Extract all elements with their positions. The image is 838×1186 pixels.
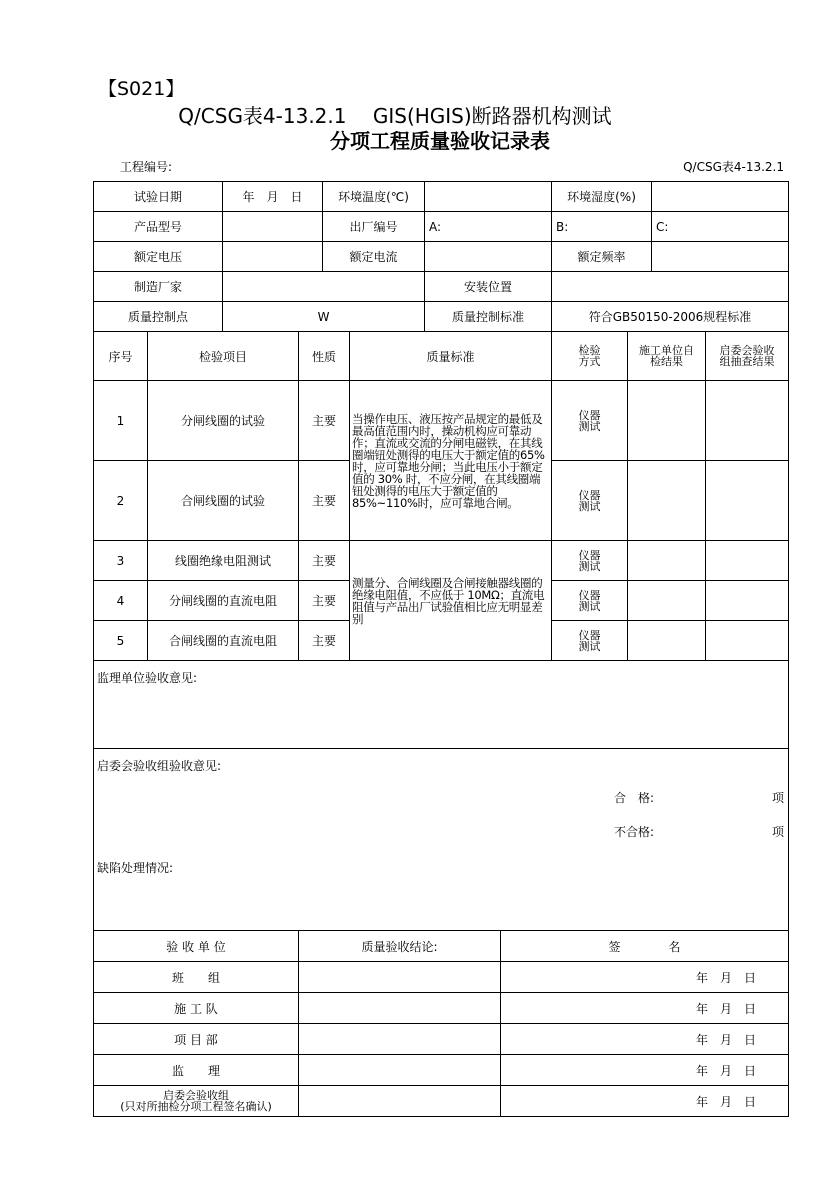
committee-result[interactable] [706,541,789,581]
location-field[interactable] [552,272,789,302]
header-no: 序号 [94,332,148,381]
sign-date[interactable]: 年 月 日 [501,1086,789,1117]
row-item: 线圈绝缘电阻测试 [148,541,299,581]
sign-table [93,930,789,1117]
label: 额定电压 [94,242,223,272]
standard-text-a: 当操作电压、液压按产品规定的最低及最高值范围内时，操动机构应可靠动作；直流或交流的分闸电磁铁，在其线圈端钮处测得的电压大于额定值的65%时，应可靠地分闸；当此电压小于额定值的 30% 时，不应分闸，在其线圈端钮处测得的电压大于额定值的85%~110%时，应可靠地合闸。 [350,381,552,541]
conclusion-field[interactable] [299,1024,501,1055]
row-method: 仪器测试 [552,541,628,581]
row-method: 仪器测试 [552,621,628,661]
rated-voltage-field[interactable] [223,242,323,272]
env-humidity-field[interactable] [652,182,789,212]
committee-result[interactable] [706,581,789,621]
label: 产品型号 [94,212,223,242]
row-nature: 主要 [299,381,350,461]
row-item: 分闸线圈的直流电阻 [148,581,299,621]
sign-unit-line1: 启委会验收组 [163,1089,229,1102]
committee-opinion-label: 启委会验收组验收意见: [97,759,222,773]
label: 环境湿度(%) [552,182,652,212]
header-method: 检验方式 [552,332,628,381]
conclusion-field[interactable] [299,1055,501,1086]
sign-unit-line2: (只对所抽检分项工程签名确认) [120,1100,272,1113]
sign-header-conclusion: 质量验收结论: [299,931,501,962]
header-nature: 性质 [299,332,350,381]
supervision-opinion[interactable] [94,661,789,749]
sign-header-unit: 验 收 单 位 [94,931,299,962]
self-result[interactable] [628,461,706,541]
header-self: 施工单位自检结果 [628,332,706,381]
rated-current-field[interactable] [425,242,552,272]
maker-field[interactable] [223,272,425,302]
sign-date[interactable]: 年 月 日 [501,993,789,1024]
row-no: 5 [94,621,148,661]
row-no: 1 [94,381,148,461]
title-line-1: Q/CSG表4-13.2.1 GIS(HGIS)断路器机构测试 [178,104,612,128]
label: 质量控制点 [94,302,223,332]
committee-opinion[interactable] [94,749,789,931]
conclusion-field[interactable] [299,993,501,1024]
self-result[interactable] [628,621,706,661]
standard-text-b: 测量分、合闸线圈及合闸接触器线圈的绝缘电阻值，不应低于 10MΩ；直流电阻值与产品出厂试验值相比应无明显差别 [350,541,552,661]
row-no: 2 [94,461,148,541]
sign-unit: 班 组 [94,962,299,993]
row-nature: 主要 [299,581,350,621]
label: 制造厂家 [94,272,223,302]
conclusion-field[interactable] [299,1086,501,1117]
header-item: 检验项目 [148,332,299,381]
table-row [94,381,789,461]
rated-freq-field[interactable] [652,242,789,272]
row-no: 4 [94,581,148,621]
label: 试验日期 [94,182,223,212]
label: 环境温度(℃) [323,182,425,212]
sign-date[interactable]: 年 月 日 [501,1055,789,1086]
pass-unit: 项 [771,791,784,805]
header-standard: 质量标准 [350,332,552,381]
info-table [93,181,789,332]
row-method: 仪器测试 [552,381,628,461]
qc-point-value: W [223,302,425,332]
fail-label: 不合格: [614,825,655,839]
self-result[interactable] [628,381,706,461]
row-item: 合闸线圈的试验 [148,461,299,541]
row-item: 分闸线圈的试验 [148,381,299,461]
form-no: Q/CSG表4-13.2.1 [683,160,784,174]
row-item: 合闸线圈的直流电阻 [148,621,299,661]
supervision-opinion-label: 监理单位验收意见: [97,671,198,685]
committee-result[interactable] [706,621,789,661]
sign-date[interactable]: 年 月 日 [501,1024,789,1055]
conclusion-field[interactable] [299,962,501,993]
title-line-2: 分项工程质量验收记录表 [330,129,550,153]
sign-header-signature: 签 名 [501,931,789,962]
label: 质量控制标准 [425,302,552,332]
serial-b[interactable]: B: [552,212,652,242]
row-method: 仪器测试 [552,581,628,621]
test-date-field[interactable]: 年 月 日 [223,182,323,212]
row-nature: 主要 [299,541,350,581]
self-result[interactable] [628,581,706,621]
qc-std-value: 符合GB50150-2006规程标准 [552,302,789,332]
sign-unit [94,1086,299,1117]
row-nature: 主要 [299,621,350,661]
pass-label: 合 格: [614,791,655,805]
label: 出厂编号 [323,212,425,242]
sign-unit: 项 目 部 [94,1024,299,1055]
serial-c[interactable]: C: [652,212,789,242]
label: 额定频率 [552,242,652,272]
table-row [94,541,789,581]
committee-result[interactable] [706,461,789,541]
form-code: 【S021】 [98,78,185,100]
sign-date[interactable]: 年 月 日 [501,962,789,993]
sign-unit: 监 理 [94,1055,299,1086]
self-result[interactable] [628,541,706,581]
row-nature: 主要 [299,461,350,541]
fail-unit: 项 [771,825,784,839]
committee-result[interactable] [706,381,789,461]
serial-a[interactable]: A: [425,212,552,242]
model-field[interactable] [223,212,323,242]
inspection-table [93,331,789,931]
sign-unit: 施 工 队 [94,993,299,1024]
row-method: 仪器测试 [552,461,628,541]
env-temp-field[interactable] [425,182,552,212]
defect-label: 缺陷处理情况: [97,861,174,875]
label: 安装位置 [425,272,552,302]
row-no: 3 [94,541,148,581]
label: 额定电流 [323,242,425,272]
header-committee: 启委会验收组抽查结果 [706,332,789,381]
project-no-label: 工程编号: [120,160,173,174]
